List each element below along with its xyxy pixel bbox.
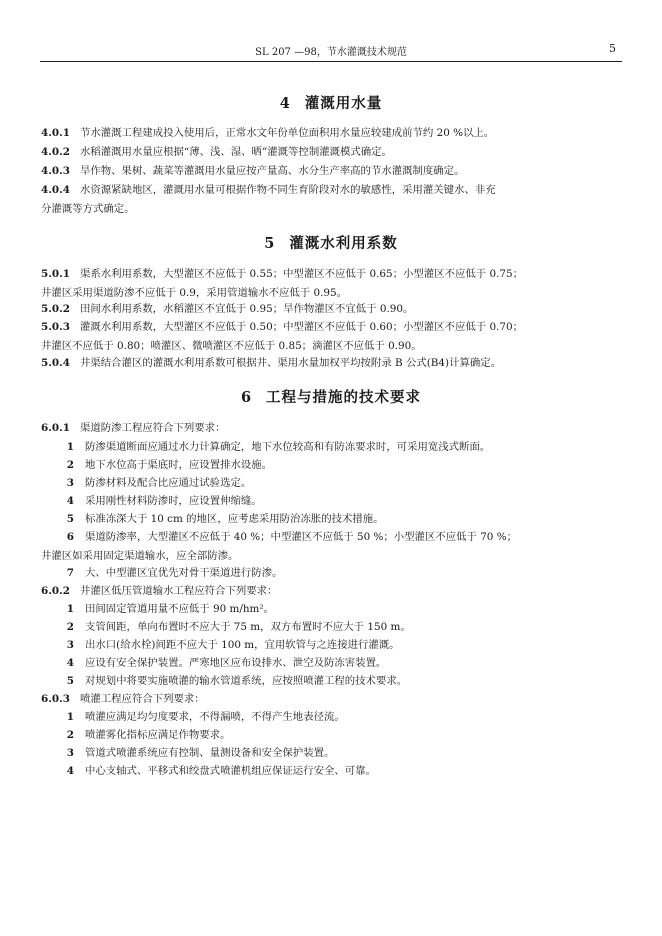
list-item [41,762,622,781]
section-5-heading [0,232,662,253]
running-header [40,39,622,62]
page-number: 5 [609,42,616,55]
clause-text-line1: 渠系水利用系数，大型灌区不应低于 0.55；中型灌区不应低于 0.65；小型灌区不应低于 0.75； [80,268,523,280]
clause-text: 旱作物、果树、蔬菜等灌溉用水量应按产量高、水分生产率高的节水灌溉制度确定。 [80,165,465,177]
clause-6-0-2 [41,582,622,601]
list-item [41,636,622,655]
clause-number: 5.0.4 [41,357,70,369]
section-4-heading [0,92,662,113]
clause-number: 6.0.1 [41,422,70,434]
list-item [41,474,622,493]
clause-text: 田间水利用系数，水稻灌区不宜低于 0.95；旱作物灌区不宜低于 0.90。 [80,303,414,315]
item-number: 4 [66,657,74,669]
clause-text-line1: 灌溉水利用系数，大型灌区不应低于 0.50；中型灌区不应低于 0.60；小型灌区不应低于 0.70； [80,321,523,333]
item-number: 4 [66,495,74,507]
clause-text-line2: 分灌溉等方式确定。 [41,203,135,215]
list-item [41,510,622,529]
clause-text: 水稻灌溉用水量应根据“薄、浅、湿、晒”灌溉等控制灌溉模式确定。 [80,146,392,158]
clause-4-0-3 [41,162,622,181]
list-item [41,492,622,511]
item-number: 2 [66,621,74,633]
item-number: 6 [66,531,74,543]
section-number: 6 [240,389,253,406]
item-text: 支管间距，单向布置时不应大于 75 m，双方布置时不应大于 150 m。 [85,621,411,633]
item-number: 3 [66,747,74,759]
clause-number: 5.0.3 [41,321,70,333]
header-title: SL 207 —98，节水灌溉技术规范 [255,47,407,58]
item-text: 中心支轴式、平移式和绞盘式喷灌机组应保证运行安全、可靠。 [85,765,376,777]
clause-number: 4.0.4 [41,184,70,196]
item-text: 应设有安全保护装置。严寒地区应布设排水、泄空及防冻害装置。 [85,657,387,669]
item-text: 喷灌雾化指标应满足作物要求。 [85,729,231,741]
clause-number: 5.0.1 [41,268,70,280]
item-text: 标准冻深大于 10 cm 的地区，应考虑采用防治冻胀的技术措施。 [85,513,384,525]
clause-6-0-3 [41,690,622,709]
list-item [41,528,622,566]
item-number: 4 [66,765,74,777]
clause-number: 6.0.2 [41,585,70,597]
section-number: 4 [279,95,291,112]
clause-5-0-4 [41,354,622,373]
clause-5-0-2 [41,300,622,319]
item-number: 3 [66,477,74,489]
clause-5-0-1 [41,265,622,303]
item-number: 1 [66,441,74,453]
item-number: 5 [66,675,74,687]
item-text: 对规划中将要实施喷灌的输水管道系统，应按照喷灌工程的技术要求。 [85,675,408,687]
item-number: 5 [66,513,74,525]
list-item [41,438,622,457]
item-number: 2 [66,729,74,741]
item-number: 2 [66,459,74,471]
item-text: 管道式喷灌系统应有控制、量测设备和安全保护装置。 [85,747,335,759]
list-item [41,672,622,691]
list-item [41,654,622,673]
item-text: 大、中型灌区宜优先对骨干渠道进行防渗。 [85,567,283,579]
clause-text-line2: 井灌区采用渠道防渗不应低于 0.9，采用管道输水不应低于 0.95。 [41,287,348,299]
item-text: 喷灌应满足均匀度要求，不得漏喷，不得产生地表径流。 [85,711,345,723]
section-title-text: 工程与措施的技术要求 [266,389,422,406]
item-text: 田间固定管道用量不应低于 90 m/hm²。 [85,603,274,615]
list-item [41,618,622,637]
item-text-continuation: 井灌区如采用固定渠道输水，应全部防渗。 [41,550,239,562]
section-number: 5 [264,235,276,252]
clause-number: 5.0.2 [41,303,70,315]
section-title-text: 灌溉用水量 [304,95,383,112]
clause-6-0-1 [41,419,622,438]
list-item [41,726,622,745]
item-text: 出水口(给水栓)间距不应大于 100 m，宜用软管与之连接进行灌溉。 [85,639,400,651]
item-text: 防渗材料及配合比应通过试验选定。 [85,477,252,489]
item-text: 采用刚性材料防渗时，应设置伸缩缝。 [85,495,262,507]
clause-text: 渠道防渗工程应符合下列要求： [80,422,226,434]
list-item [41,456,622,475]
item-number: 3 [66,639,74,651]
clause-4-0-4 [41,181,622,219]
clause-text-line1: 水资源紧缺地区，灌溉用水量可根据作物不同生育阶段对水的敏感性，采用灌关键水、非充 [80,184,496,196]
item-number: 7 [66,567,74,579]
clause-number: 4.0.2 [41,146,70,158]
list-item [41,564,622,583]
list-item [41,708,622,727]
clause-5-0-3 [41,318,622,356]
item-number: 1 [66,603,74,615]
list-item [41,744,622,763]
clause-text-line2: 井灌区不应低于 0.80；喷灌区、微喷灌区不应低于 0.85；滴灌区不应低于 0.90。 [41,340,422,352]
clause-number: 4.0.1 [41,127,70,139]
section-6-heading [0,386,662,407]
item-text: 渠道防渗率，大型灌区不应低于 40 %；中型灌区不应低于 50 %；小型灌区不应低于 70 %； [85,531,517,543]
clause-4-0-1 [41,124,622,143]
list-item [41,600,622,619]
clause-text: 节水灌溉工程建成投入使用后，正常水文年份单位面积用水量应较建成前节约 20 %以上。 [80,127,495,139]
item-text: 地下水位高于渠底时，应设置排水设施。 [85,459,273,471]
clause-number: 4.0.3 [41,165,70,177]
clause-4-0-2 [41,143,622,162]
clause-text: 井渠结合灌区的灌溉水利用系数可根据井、渠用水量加权平均按附录 B 公式(B4)计算确定。 [80,357,502,369]
item-number: 1 [66,711,74,723]
section-title-text: 灌溉水利用系数 [289,235,398,252]
clause-text: 井灌区低压管道输水工程应符合下列要求： [80,585,278,597]
clause-number: 6.0.3 [41,693,70,705]
item-text: 防渗渠道断面应通过水力计算确定，地下水位较高和有防冻要求时，可采用宽浅式断面。 [85,441,491,453]
clause-text: 喷灌工程应符合下列要求： [80,693,205,705]
